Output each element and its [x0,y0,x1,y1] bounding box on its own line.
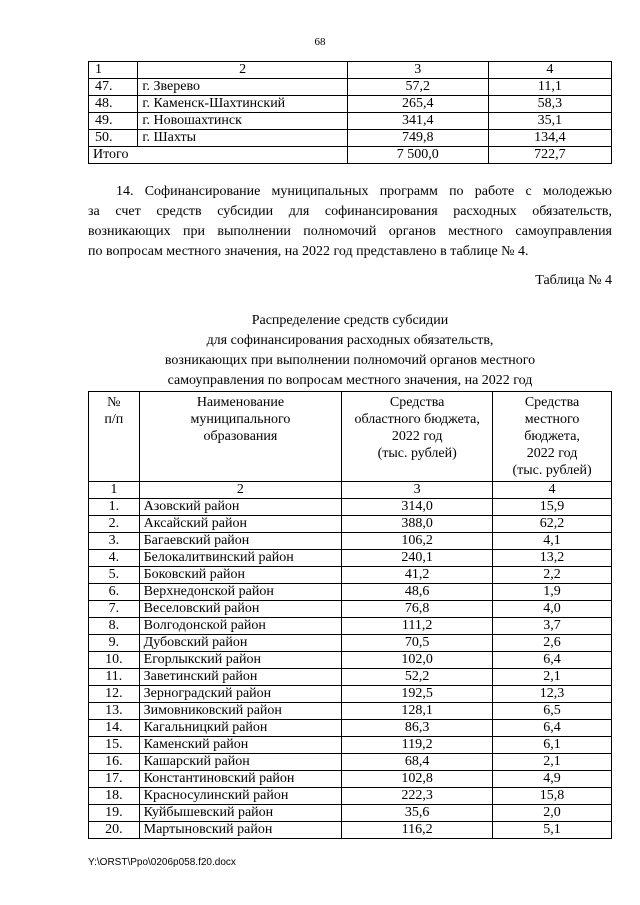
row-number: 1. [89,499,140,516]
header-line: Средства [524,395,580,410]
continuation-table-body [89,62,612,164]
local-budget-value: 62,2 [493,516,612,533]
municipality-name: Зимовниковский район [139,703,342,720]
paragraph-line: 14. Софинансирование муниципальных программ по работе с молодежью [116,184,612,199]
municipality-name: Кагальницкий район [139,720,342,737]
local-budget-value: 6,5 [493,703,612,720]
local-budget-value: 4,9 [493,771,612,788]
row-number: 3. [89,533,140,550]
row-number: 5. [89,567,140,584]
table-title-line: самоуправления по вопросам местного значения, на 2022 год [167,373,533,388]
table-row [89,652,612,669]
header-line: Наименование [196,395,285,410]
regional-budget-value: 102,8 [342,771,493,788]
regional-budget-value: 111,2 [342,618,493,635]
row-number: 15. [89,737,140,754]
regional-budget-value: 35,6 [342,805,493,822]
header-municipality [139,392,342,482]
regional-budget-value: 119,2 [342,737,493,754]
table-title-line: Распределение средств субсидии [251,313,449,328]
column-index-row [89,482,612,499]
table-row [89,130,612,147]
row-number: 2. [89,516,140,533]
local-budget-value: 13,2 [493,550,612,567]
table-label: Таблица № 4 [535,273,612,288]
regional-budget-value: 128,1 [342,703,493,720]
municipality-name: Заветинский район [139,669,342,686]
municipality-name: г. Зверево [138,79,348,96]
header-row [89,392,612,482]
regional-budget-value: 57,2 [347,79,488,96]
regional-budget-value: 388,0 [342,516,493,533]
regional-budget-value: 70,5 [342,635,493,652]
header-line: 2022 год [391,429,443,444]
table-row [89,822,612,839]
municipality-name: Белокалитвинский район [139,550,342,567]
header-line: местного бюджета, [524,412,580,444]
regional-budget-value: 76,8 [342,601,493,618]
regional-budget-value: 341,4 [347,113,488,130]
index-cell: 2 [139,482,342,499]
body-paragraph [88,182,612,262]
paragraph-line: по вопросам местного значения, на 2022 год представлено в таблице № 4. [88,244,529,259]
local-budget-value: 5,1 [493,822,612,839]
index-cell: 3 [347,62,488,79]
page-number: 68 [314,36,326,48]
local-budget-value: 6,1 [493,737,612,754]
row-number: 16. [89,754,140,771]
local-budget-value: 35,1 [488,113,611,130]
row-number: 18. [89,788,140,805]
row-number: 9. [89,635,140,652]
table-row [89,96,612,113]
row-number: 8. [89,618,140,635]
table-row [89,635,612,652]
index-cell: 3 [342,482,493,499]
regional-budget-value: 749,8 [347,130,488,147]
row-number: 6. [89,584,140,601]
header-line: образования [203,429,278,444]
municipality-name: Багаевский район [139,533,342,550]
regional-budget-value: 86,3 [342,720,493,737]
index-cell: 1 [89,482,140,499]
table-title [88,311,612,391]
local-budget-value: 58,3 [488,96,611,113]
row-number: 50. [89,130,138,147]
row-number: 47. [89,79,138,96]
municipality-name: г. Каменск-Шахтинский [138,96,348,113]
local-budget-value: 2,1 [493,669,612,686]
municipality-name: г. Шахты [138,130,348,147]
regional-budget-value: 265,4 [347,96,488,113]
table-row [89,788,612,805]
regional-budget-value: 52,2 [342,669,493,686]
header-line: (тыс. рублей) [512,463,592,478]
table-row [89,686,612,703]
index-cell: 4 [493,482,612,499]
local-budget-value: 4,1 [493,533,612,550]
subsidy-table-body [89,392,612,839]
local-budget-value: 1,9 [493,584,612,601]
local-budget-value: 6,4 [493,652,612,669]
row-number: 4. [89,550,140,567]
regional-budget-value: 222,3 [342,788,493,805]
municipality-name: Боковский район [139,567,342,584]
index-cell: 1 [89,62,138,79]
local-budget-value: 11,1 [488,79,611,96]
table-row [89,550,612,567]
municipality-name: г. Новошахтинск [138,113,348,130]
regional-budget-value: 102,0 [342,652,493,669]
municipality-name: Куйбышевский район [139,805,342,822]
table-row [89,584,612,601]
municipality-name: Константиновский район [139,771,342,788]
header-line: 2022 год [526,446,578,461]
subsidy-distribution-table [88,391,612,839]
table-row [89,516,612,533]
row-number: 19. [89,805,140,822]
table-row [89,805,612,822]
municipality-name: Азовский район [139,499,342,516]
total-regional-value: 7 500,0 [347,147,488,164]
file-path-footer: Y:\ORST\Ppo\0206p058.f20.docx [88,857,236,868]
total-local-value: 722,7 [488,147,611,164]
table-row [89,499,612,516]
total-row [89,147,612,164]
header-number [89,392,140,482]
header-line: (тыс. рублей) [377,446,457,461]
table-row [89,669,612,686]
local-budget-value: 134,4 [488,130,611,147]
header-line: п/п [104,412,124,427]
table-row [89,703,612,720]
local-budget-value: 12,3 [493,686,612,703]
column-index-row [89,62,612,79]
local-budget-value: 3,7 [493,618,612,635]
index-cell: 4 [488,62,611,79]
row-number: 48. [89,96,138,113]
row-number: 20. [89,822,140,839]
municipality-name: Верхнедонской район [139,584,342,601]
municipality-name: Зерноградский район [139,686,342,703]
row-number: 7. [89,601,140,618]
local-budget-value: 6,4 [493,720,612,737]
regional-budget-value: 192,5 [342,686,493,703]
continuation-table [88,61,612,164]
regional-budget-value: 68,4 [342,754,493,771]
table-title-line: возникающих при выполнении полномочий органов местного [164,353,536,368]
header-line: № [107,395,121,410]
row-number: 11. [89,669,140,686]
municipality-name: Веселовский район [139,601,342,618]
local-budget-value: 15,9 [493,499,612,516]
municipality-name: Красносулинский район [139,788,342,805]
table-title-line: для софинансирования расходных обязательств, [206,333,494,348]
paragraph-line: за счет средств субсидии для софинансирования расходных обязательств, [88,204,612,219]
paragraph-line: возникающих при выполнении полномочий органов местного самоуправления [88,224,612,239]
row-number: 10. [89,652,140,669]
table-row [89,754,612,771]
table-row [89,737,612,754]
row-number: 14. [89,720,140,737]
header-line: Средства [389,395,445,410]
local-budget-value: 4,0 [493,601,612,618]
header-local-budget [493,392,612,482]
table-row [89,113,612,130]
regional-budget-value: 48,6 [342,584,493,601]
total-label: Итого [89,147,348,164]
row-number: 17. [89,771,140,788]
municipality-name: Мартыновский район [139,822,342,839]
row-number: 12. [89,686,140,703]
municipality-name: Аксайский район [139,516,342,533]
row-number: 49. [89,113,138,130]
municipality-name: Каменский район [139,737,342,754]
regional-budget-value: 116,2 [342,822,493,839]
table-row [89,618,612,635]
regional-budget-value: 240,1 [342,550,493,567]
municipality-name: Кашарский район [139,754,342,771]
local-budget-value: 2,6 [493,635,612,652]
table-row [89,79,612,96]
table-row [89,533,612,550]
regional-budget-value: 106,2 [342,533,493,550]
table-row [89,567,612,584]
table-row [89,601,612,618]
table-row [89,720,612,737]
index-cell: 2 [138,62,348,79]
municipality-name: Волгодонской район [139,618,342,635]
row-number: 13. [89,703,140,720]
municipality-name: Дубовский район [139,635,342,652]
header-line: муниципального [190,412,291,427]
local-budget-value: 2,2 [493,567,612,584]
local-budget-value: 2,0 [493,805,612,822]
municipality-name: Егорлыкский район [139,652,342,669]
local-budget-value: 15,8 [493,788,612,805]
regional-budget-value: 41,2 [342,567,493,584]
header-regional-budget [342,392,493,482]
header-line: областного бюджета, [354,412,480,427]
local-budget-value: 2,1 [493,754,612,771]
table-row [89,771,612,788]
regional-budget-value: 314,0 [342,499,493,516]
